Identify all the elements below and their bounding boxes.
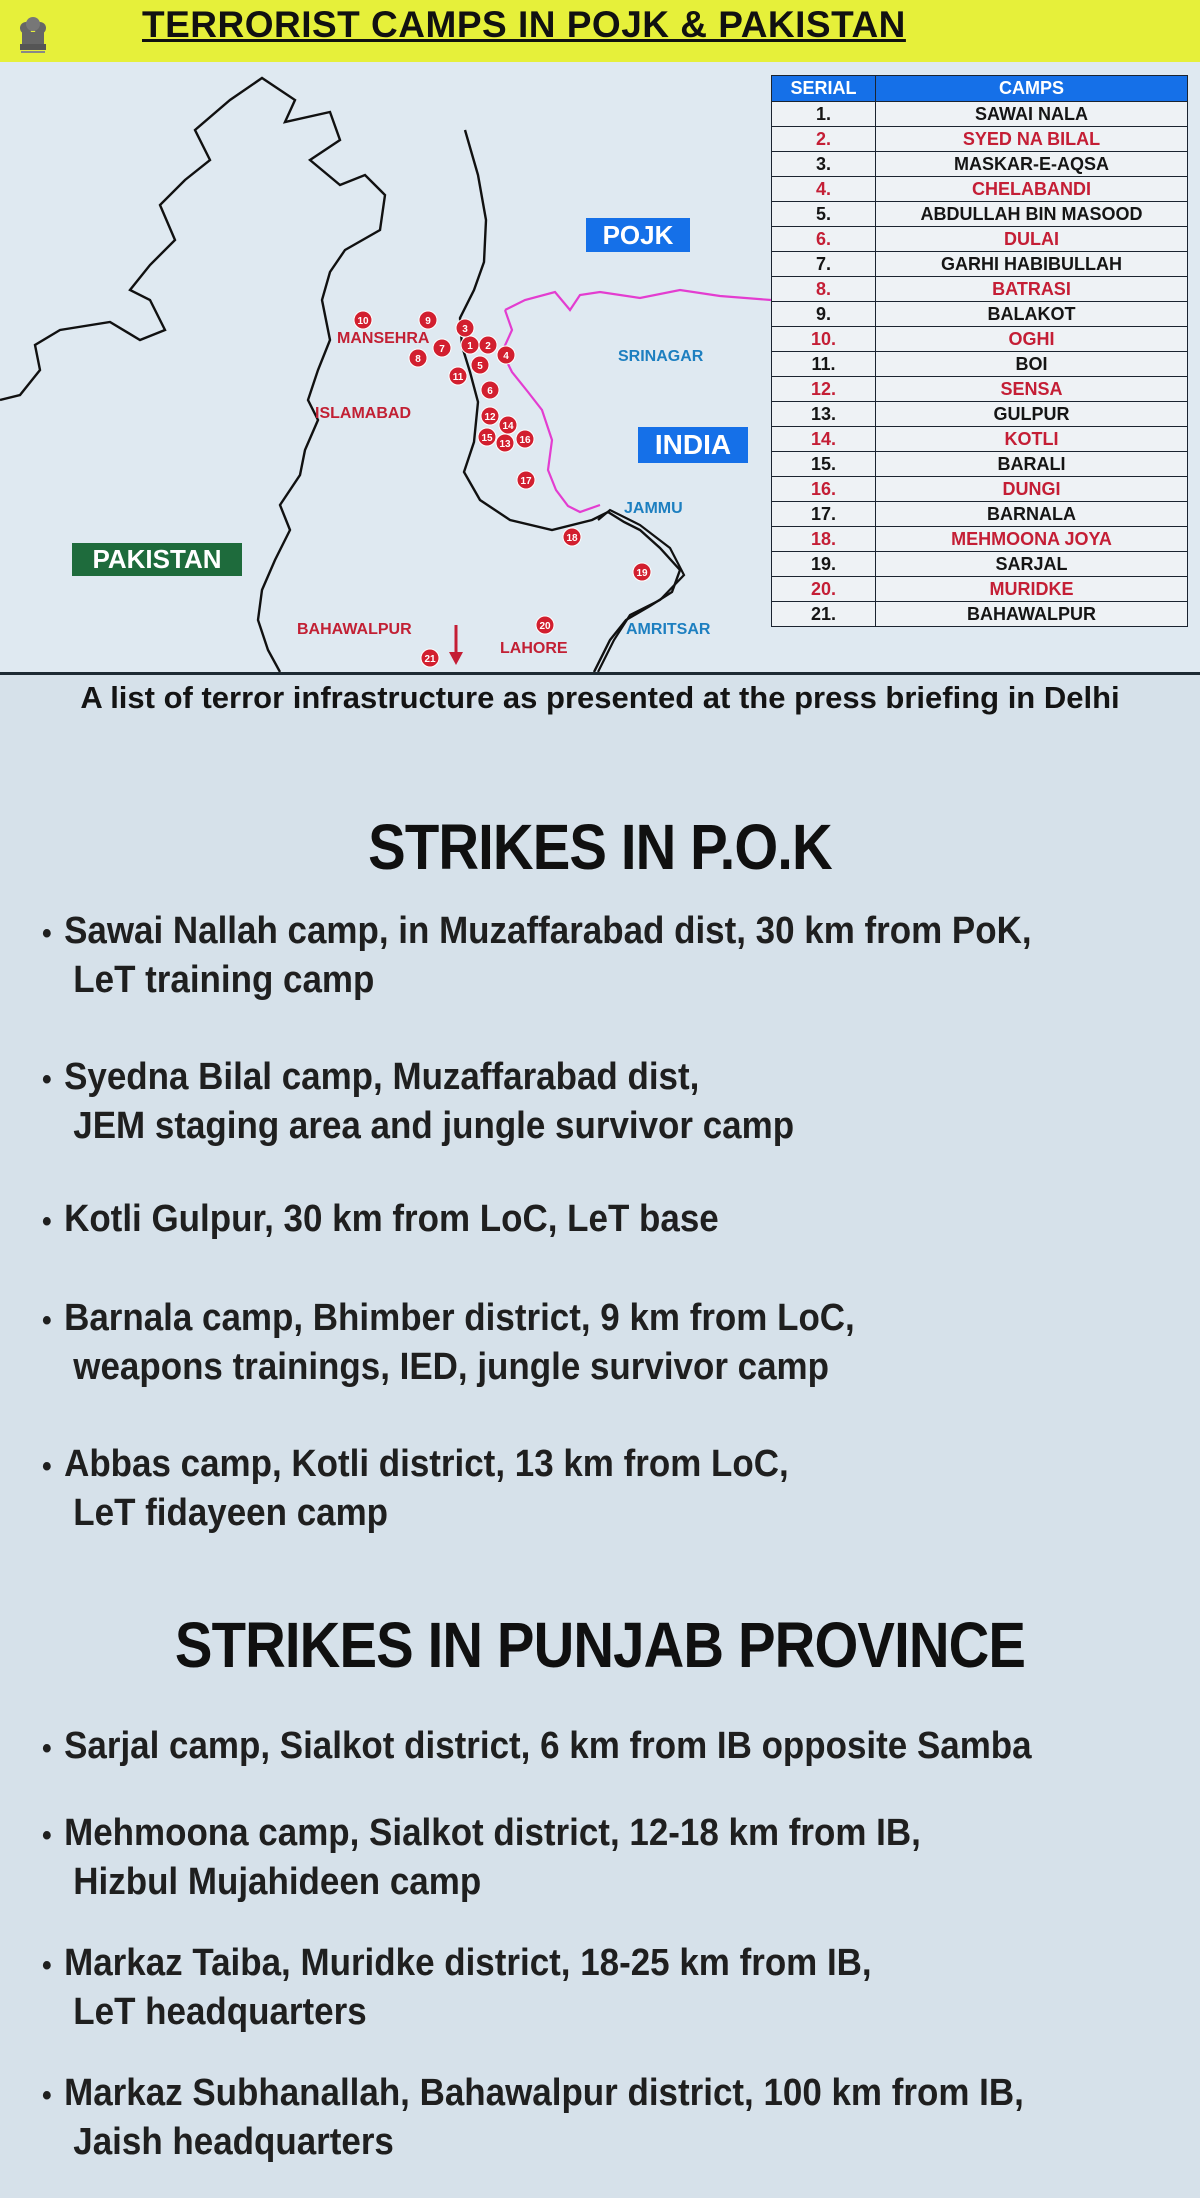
table-header-row — [772, 76, 1188, 102]
list-item — [42, 2070, 1072, 2165]
bullet-icon: • — [42, 1450, 52, 1483]
list-item-line1: Mehmoona camp, Sialkot district, 12-18 km from IB, — [64, 1812, 921, 1854]
serial-cell: 11. — [772, 352, 876, 377]
camp-marker — [563, 528, 581, 546]
camp-marker — [517, 471, 535, 489]
camp-cell: BAHAWALPUR — [876, 602, 1188, 627]
serial-cell: 4. — [772, 177, 876, 202]
city-lahore: LAHORE — [500, 640, 568, 657]
list-item-line1: Sawai Nallah camp, in Muzaffarabad dist, 30 km from PoK, — [64, 910, 1032, 952]
camp-cell: GULPUR — [876, 402, 1188, 427]
list-item — [42, 1441, 1072, 1536]
pojk-label: POJK — [586, 218, 690, 252]
camp-marker — [481, 407, 499, 425]
city-srinagar: SRINAGAR — [618, 348, 704, 365]
camp-cell: KOTLI — [876, 427, 1188, 452]
table-row — [772, 152, 1188, 177]
camp-marker — [449, 367, 467, 385]
pok-section-title: STRIKES IN P.O.K — [368, 811, 832, 883]
serial-cell: 8. — [772, 277, 876, 302]
table-row — [772, 602, 1188, 627]
camp-marker — [421, 649, 439, 667]
bullet-icon: • — [42, 2079, 52, 2112]
camp-marker-number: 20 — [539, 621, 551, 632]
camp-marker — [409, 349, 427, 367]
city-amritsar: AMRITSAR — [626, 621, 711, 638]
title-banner — [0, 0, 1200, 62]
map-panel — [0, 0, 1200, 675]
table-row — [772, 227, 1188, 252]
camp-marker-number: 5 — [477, 361, 483, 372]
camp-cell: CHELABANDI — [876, 177, 1188, 202]
serial-cell: 13. — [772, 402, 876, 427]
camp-marker-number: 16 — [519, 435, 531, 446]
camp-marker — [354, 311, 372, 329]
camp-marker-number: 13 — [499, 439, 511, 450]
camp-cell: ABDULLAH BIN MASOOD — [876, 202, 1188, 227]
camp-marker — [478, 428, 496, 446]
camp-marker — [499, 416, 517, 434]
table-row — [772, 552, 1188, 577]
camp-cell: BALAKOT — [876, 302, 1188, 327]
table-row — [772, 377, 1188, 402]
pojk-boundary — [460, 130, 680, 672]
camp-table — [771, 75, 1188, 627]
list-item — [42, 1723, 1072, 1772]
camp-marker-number: 11 — [452, 372, 464, 383]
serial-cell: 9. — [772, 302, 876, 327]
pakistan-border — [0, 78, 385, 672]
table-row — [772, 127, 1188, 152]
camp-marker — [461, 336, 479, 354]
serial-cell: 10. — [772, 327, 876, 352]
bullet-icon: • — [42, 1205, 52, 1238]
city-islamabad: ISLAMABAD — [315, 405, 411, 422]
camp-cell: SYED NA BILAL — [876, 127, 1188, 152]
city-jammu: JAMMU — [624, 500, 683, 517]
serial-cell: 6. — [772, 227, 876, 252]
table-row — [772, 102, 1188, 127]
camp-marker — [633, 563, 651, 581]
camp-marker-number: 9 — [425, 316, 431, 327]
table-row — [772, 252, 1188, 277]
list-item — [42, 1196, 1072, 1245]
list-item-line2: LeT fidayeen camp — [73, 1492, 389, 1534]
bullet-icon: • — [42, 1063, 52, 1096]
banner-title: TERRORIST CAMPS IN POJK & PAKISTAN — [142, 4, 906, 45]
bullet-icon: • — [42, 1819, 52, 1852]
serial-cell: 18. — [772, 527, 876, 552]
serial-cell: 14. — [772, 427, 876, 452]
table-row — [772, 452, 1188, 477]
camp-marker-number: 7 — [439, 344, 445, 355]
camp-marker — [536, 616, 554, 634]
list-item-line1: Barnala camp, Bhimber district, 9 km from LoC, — [64, 1297, 855, 1339]
serial-cell: 19. — [772, 552, 876, 577]
camp-marker-number: 15 — [481, 433, 493, 444]
table-row — [772, 527, 1188, 552]
camp-cell: OGHI — [876, 327, 1188, 352]
serial-cell: 7. — [772, 252, 876, 277]
camp-marker-number: 18 — [566, 533, 578, 544]
serial-cell: 15. — [772, 452, 876, 477]
serial-cell: 12. — [772, 377, 876, 402]
camp-marker — [479, 336, 497, 354]
serial-cell: 1. — [772, 102, 876, 127]
camp-marker — [456, 319, 474, 337]
serial-cell: 2. — [772, 127, 876, 152]
list-item — [42, 1940, 1072, 2035]
camp-marker — [481, 381, 499, 399]
bullet-icon: • — [42, 917, 52, 950]
serial-header: SERIAL — [772, 76, 876, 102]
table-row — [772, 177, 1188, 202]
national-emblem-icon — [14, 6, 52, 56]
camp-marker-number: 3 — [462, 324, 468, 335]
table-row — [772, 327, 1188, 352]
list-item — [42, 908, 1072, 1003]
camp-cell: DUNGI — [876, 477, 1188, 502]
bullet-icon: • — [42, 1949, 52, 1982]
table-row — [772, 577, 1188, 602]
camp-marker — [433, 339, 451, 357]
list-item — [42, 1810, 1072, 1905]
camp-cell: BARALI — [876, 452, 1188, 477]
camp-cell: SENSA — [876, 377, 1188, 402]
serial-cell: 17. — [772, 502, 876, 527]
serial-cell: 3. — [772, 152, 876, 177]
list-item — [42, 1054, 1072, 1149]
punjab-section-title: STRIKES IN PUNJAB PROVINCE — [174, 1609, 1026, 1681]
camp-marker — [419, 311, 437, 329]
list-item-line1: Markaz Subhanallah, Bahawalpur district, 100 km from IB, — [64, 2072, 1024, 2114]
camp-marker-number: 8 — [415, 354, 421, 365]
camp-marker-number: 19 — [636, 568, 648, 579]
camp-marker-number: 17 — [520, 476, 532, 487]
camp-marker — [471, 356, 489, 374]
camp-cell: SAWAI NALA — [876, 102, 1188, 127]
list-item-line2: Jaish headquarters — [73, 2121, 394, 2163]
camp-marker-number: 10 — [357, 316, 369, 327]
camp-rows — [772, 102, 1188, 627]
camp-marker — [516, 430, 534, 448]
camp-marker-number: 14 — [502, 421, 514, 432]
caption: A list of terror infrastructure as presented at the press briefing in Delhi — [80, 680, 1120, 715]
table-row — [772, 302, 1188, 327]
table-row — [772, 352, 1188, 377]
arrow-down-icon — [449, 625, 463, 665]
india-label: INDIA — [638, 427, 748, 463]
camps-header: CAMPS — [876, 76, 1188, 102]
camp-marker-number: 1 — [467, 341, 473, 352]
table-row — [772, 427, 1188, 452]
camp-marker — [497, 346, 515, 364]
line-of-control — [502, 290, 771, 512]
camp-cell: SARJAL — [876, 552, 1188, 577]
list-item-line1: Kotli Gulpur, 30 km from LoC, LeT base — [64, 1198, 719, 1240]
table-row — [772, 202, 1188, 227]
list-item-line1: Sarjal camp, Sialkot district, 6 km from IB opposite Samba — [64, 1725, 1032, 1767]
list-item-line2: Hizbul Mujahideen camp — [73, 1861, 482, 1903]
camp-cell: DULAI — [876, 227, 1188, 252]
camp-marker-number: 6 — [487, 386, 493, 397]
list-item-line1: Abbas camp, Kotli district, 13 km from LoC, — [64, 1443, 789, 1485]
camp-marker-number: 12 — [484, 412, 496, 423]
camp-cell: GARHI HABIBULLAH — [876, 252, 1188, 277]
camp-cell: BARNALA — [876, 502, 1188, 527]
camp-cell: MASKAR-E-AQSA — [876, 152, 1188, 177]
city-mansehra: MANSEHRA — [337, 330, 430, 347]
bullet-icon: • — [42, 1304, 52, 1337]
table-row — [772, 477, 1188, 502]
table-row — [772, 502, 1188, 527]
camp-cell: MURIDKE — [876, 577, 1188, 602]
camp-cell: MEHMOONA JOYA — [876, 527, 1188, 552]
list-item-line2: LeT training camp — [73, 959, 375, 1001]
list-item-line2: LeT headquarters — [73, 1991, 367, 2033]
list-item-line1: Syedna Bilal camp, Muzaffarabad dist, — [64, 1056, 700, 1098]
bullet-icon: • — [42, 1732, 52, 1765]
table-row — [772, 277, 1188, 302]
serial-cell: 5. — [772, 202, 876, 227]
list-item-line1: Markaz Taiba, Muridke district, 18-25 km from IB, — [64, 1942, 872, 1984]
camp-marker-number: 21 — [424, 654, 436, 665]
list-item-line2: JEM staging area and jungle survivor camp — [73, 1105, 795, 1147]
list-item — [42, 1295, 1072, 1390]
camp-cell: BATRASI — [876, 277, 1188, 302]
camp-markers — [354, 311, 651, 667]
camp-marker-number: 2 — [485, 341, 491, 352]
city-bahawalpur: BAHAWALPUR — [297, 621, 412, 638]
camp-marker — [496, 434, 514, 452]
camp-marker-number: 4 — [503, 351, 509, 362]
serial-cell: 21. — [772, 602, 876, 627]
table-row — [772, 402, 1188, 427]
pakistan-label: PAKISTAN — [72, 543, 242, 576]
serial-cell: 20. — [772, 577, 876, 602]
camp-cell: BOI — [876, 352, 1188, 377]
list-item-line2: weapons trainings, IED, jungle survivor camp — [73, 1346, 829, 1388]
serial-cell: 16. — [772, 477, 876, 502]
